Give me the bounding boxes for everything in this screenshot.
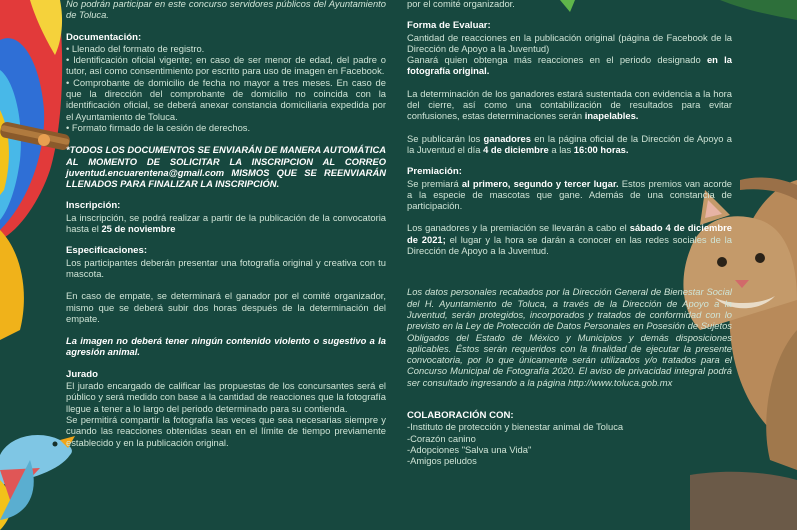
evaluation-body: Ganará quien obtenga más reacciones en el periodo designado — [407, 54, 707, 66]
top-fragment: por el comité organizador. — [407, 0, 515, 9]
awards-part: Se premiará — [407, 177, 462, 189]
jury-heading: Jurado — [66, 368, 98, 380]
evaluation-bold: en la fotografía original. — [407, 54, 732, 77]
pub-bold: 16:00 horas. — [573, 143, 629, 155]
winners-text — [407, 222, 732, 256]
determination-body: La determinación de los ganadores estará sustentada con evidencia a la hora del cierre, así como una contabilización de resultados para evitar confusiones, estas determinaciones serán — [407, 87, 732, 122]
winners-bold: sábado 4 de diciembre de 2021; — [407, 222, 732, 245]
determination-text — [407, 88, 732, 122]
inscription-text — [66, 212, 386, 235]
evaluation-text: Cantidad de reacciones en la publicación original (página de Facebook de la Dirección de Apoyo a la Juventud) — [407, 31, 732, 54]
awards-heading: Premiación: — [407, 166, 462, 178]
jury-text-2: Se permitirá compartir la fotografía las veces que sea necesarias siempre y cuando las reacciones obtenidas sean en el límite de tiempo previamente establecido y en la publicación original. — [66, 413, 386, 448]
inscription-heading: Inscripción: — [66, 200, 121, 212]
publication-text — [407, 133, 732, 156]
intro-text: No podrán participar en este concurso servidores públicos del Ayuntamiento de Toluca. — [66, 0, 386, 21]
bird-illustration — [0, 435, 75, 530]
tie-text: En caso de empate, se determinará el ganador por el comité organizador, mismo que se deberá subir dos horas después de la determinación del empate. — [66, 290, 386, 324]
inscription-date: 25 de noviembre — [101, 223, 176, 235]
collaborator-item: -Corazón canino — [407, 432, 476, 444]
left-column — [66, 0, 386, 448]
specs-text: Los participantes deberán presentar una fotografía original y creativa con tu mascota. — [66, 256, 386, 279]
collaboration-heading: COLABORACIÓN CON: — [407, 410, 514, 422]
pub-part: en la página oficial de la Dirección de Apoyo a la Juventud el día — [407, 132, 732, 155]
jury-text: El jurado encargado de calificar las propuestas de los concursantes será el público y será medido con base a la cantidad de reacciones que la fotografía llegue a tener a lo largo del periodo determinado para su contienda. — [66, 380, 386, 414]
collaborator-item: -Instituto de protección y bienestar animal de Toluca — [407, 421, 624, 433]
doc-item: • Llenado del formato de registro. — [66, 42, 205, 54]
evaluation-text-2 — [407, 54, 732, 77]
inscription-body: La inscripción, se podrá realizar a partir de la publicación de la convocatoria hasta el — [66, 211, 386, 235]
awards-bold: al primero, segundo y tercer lugar. — [461, 177, 619, 189]
winners-part: el lugar y la hora se darán a conocer en las redes sociales de la Dirección de Apoyo a la Juventud. — [407, 233, 732, 257]
documentation-heading: Documentación: — [66, 31, 142, 43]
parrot-illustration — [0, 0, 71, 340]
winners-part: Los ganadores y la premiación se llevarán a cabo el — [407, 222, 630, 234]
awards-text — [407, 178, 732, 212]
doc-item: • Identificación oficial vigente; en caso de ser menor de edad, del padre o tutor, así como consentimiento por escrito para uso de imagen en Facebook. — [66, 54, 386, 77]
doc-item: • Comprobante de domicilio de fecha no mayor a tres meses. En caso de que la dirección del comprobante de domicilio no coincida con la identificación oficial, se deberá anexar constancia domiciliaria expedida por el Ayuntamiento de Toluca. — [66, 76, 386, 122]
collaborator-item: -Adopciones "Salva una Vida" — [407, 443, 532, 455]
pub-part: a las — [548, 143, 574, 155]
email-notice: *TODOS LOS DOCUMENTOS SE ENVIARÁN DE MANERA AUTOMÁTICA AL MOMENTO DE SOLICITAR LA INSCRIPCION AL CORREO juventud.encuarentena@gmail.com MISMOS QUE SE REENVIARÁN LLENADOS PARA FINALIZAR LA INSCRIPCIÓN. — [66, 144, 386, 190]
pub-part: Se publicarán los — [407, 132, 484, 144]
privacy-notice: Los datos personales recabados por la Dirección General de Bienestar Social del H. Ayuntamiento de Toluca, a través de la Dirección de Apoyo a la Juventud, serán protegidos, incorporados y tratados de conformidad con lo previsto en la Ley de Protección de Datos Personales en Posesión de Sujetos Obligados del Estado de México y Municipios y demás disposiciones aplicables. Éstos serán requeridos con la finalidad de ejecutar la presente convocatoria, por lo que únicamente serán utilizados y/o tratados para el Concurso Municipal de Fotografía 2020. El aviso de privacidad integral podrá ser consultado ingresando a la página http://www.toluca.gob.mx — [407, 286, 732, 388]
collaborator-item: -Amigos peludos — [407, 455, 477, 467]
awards-part: Estos premios van acorde a la especie de mascotas que gane. Además de una constancia de participación. — [407, 177, 732, 212]
doc-item: • Formato firmado de la cesión de derechos. — [66, 121, 251, 133]
pub-bold: ganadores — [483, 132, 531, 144]
violence-warning: La imagen no deberá tener ningún contenido violento o sugestivo a la agresión animal. — [66, 335, 386, 358]
specs-heading: Especificaciones: — [66, 245, 148, 257]
right-column — [407, 0, 732, 467]
determination-bold: inapelables. — [584, 110, 639, 122]
evaluation-heading: Forma de Evaluar: — [407, 20, 491, 32]
pub-bold: 4 de diciembre — [483, 143, 549, 155]
